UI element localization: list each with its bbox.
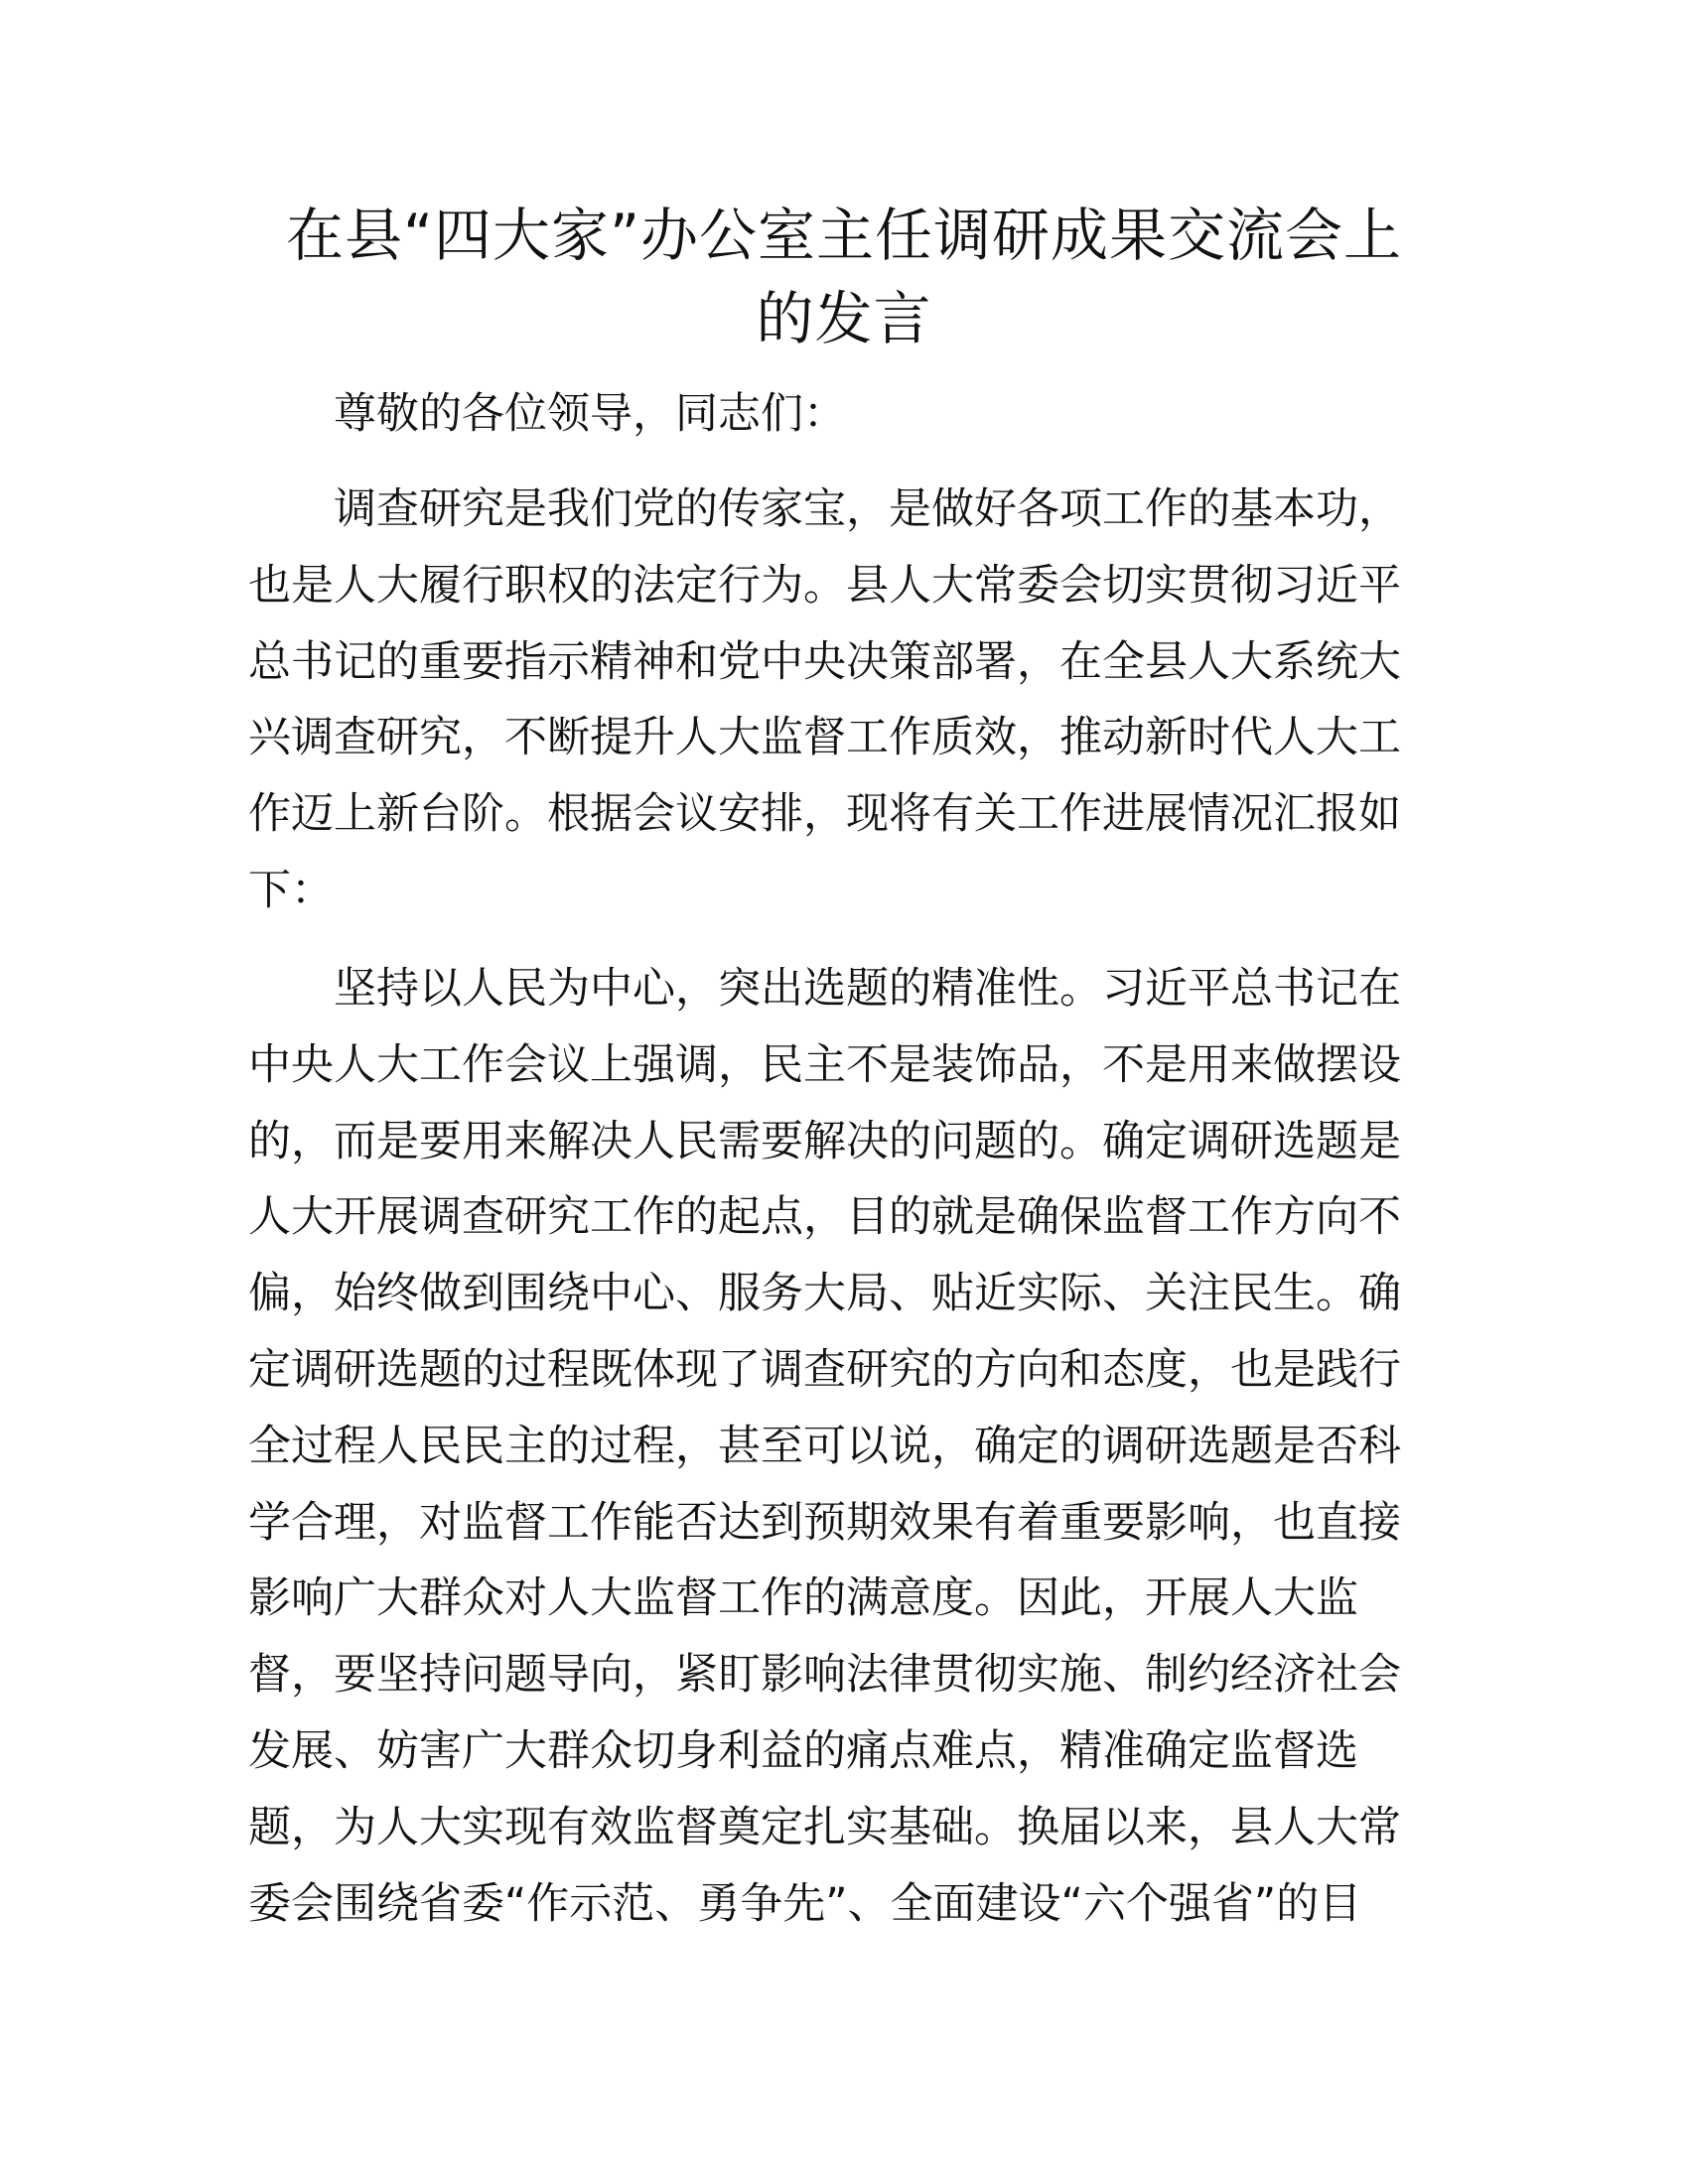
text-line: 学合理，对监督工作能否达到预期效果有着重要影响，也直接 [248, 1497, 1401, 1548]
document-title [238, 194, 1450, 360]
title-line: 的发言 [756, 285, 932, 352]
paragraph-1 [248, 472, 1440, 929]
text-line: 兴调查研究，不断提升人大监督工作质效，推动新时代人大工 [248, 713, 1401, 763]
text-line: 督，要坚持问题导向，紧盯影响法律贯彻实施、制约经济社会 [248, 1650, 1401, 1701]
text-line: 人大开展调查研究工作的起点，目的就是确保监督工作方向不 [248, 1192, 1401, 1243]
text-line: 影响广大群众对人大监督工作的满意度。因此，开展人大监 [248, 1573, 1358, 1624]
text-line: 题，为人大实现有效监督奠定扎实基础。换届以来，县人大常 [248, 1802, 1401, 1852]
text-line: 也是人大履行职权的法定行为。县人大常委会切实贯彻习近平 [248, 560, 1401, 611]
salutation [248, 376, 1440, 453]
paragraph-2 [248, 951, 1440, 1942]
text-line: 的，而是要用来解决人民需要解决的问题的。确定调研选题是 [248, 1116, 1401, 1166]
salutation-line: 尊敬的各位领导，同志们： [334, 389, 846, 439]
text-line: 偏，始终做到围绕中心、服务大局、贴近实际、关注民生。确 [248, 1269, 1401, 1319]
title-line: 在县“四大家”办公室主任调研成果交流会上 [285, 202, 1403, 269]
text-line: 中央人大工作会议上强调，民主不是装饰品，不是用来做摆设 [248, 1039, 1401, 1090]
text-line: 发展、妨害广大群众切身利益的痛点难点，精准确定监督选 [248, 1725, 1358, 1776]
text-line: 定调研选题的过程既体现了调查研究的方向和态度，也是践行 [248, 1344, 1401, 1395]
text-line: 作迈上新台阶。根据会议安排，现将有关工作进展情况汇报如 [248, 789, 1401, 840]
text-line: 全过程人民民主的过程，甚至可以说，确定的调研选题是否科 [248, 1421, 1401, 1471]
text-line: 调查研究是我们党的传家宝，是做好各项工作的基本功， [334, 484, 1401, 534]
text-line: 委会围绕省委“作示范、勇争先”、全面建设“六个强省”的目 [248, 1878, 1362, 1929]
text-line: 坚持以人民为中心，突出选题的精准性。习近平总书记在 [334, 964, 1401, 1014]
text-line: 下： [248, 865, 334, 915]
text-line: 总书记的重要指示精神和党中央决策部署，在全县人大系统大 [248, 636, 1401, 687]
